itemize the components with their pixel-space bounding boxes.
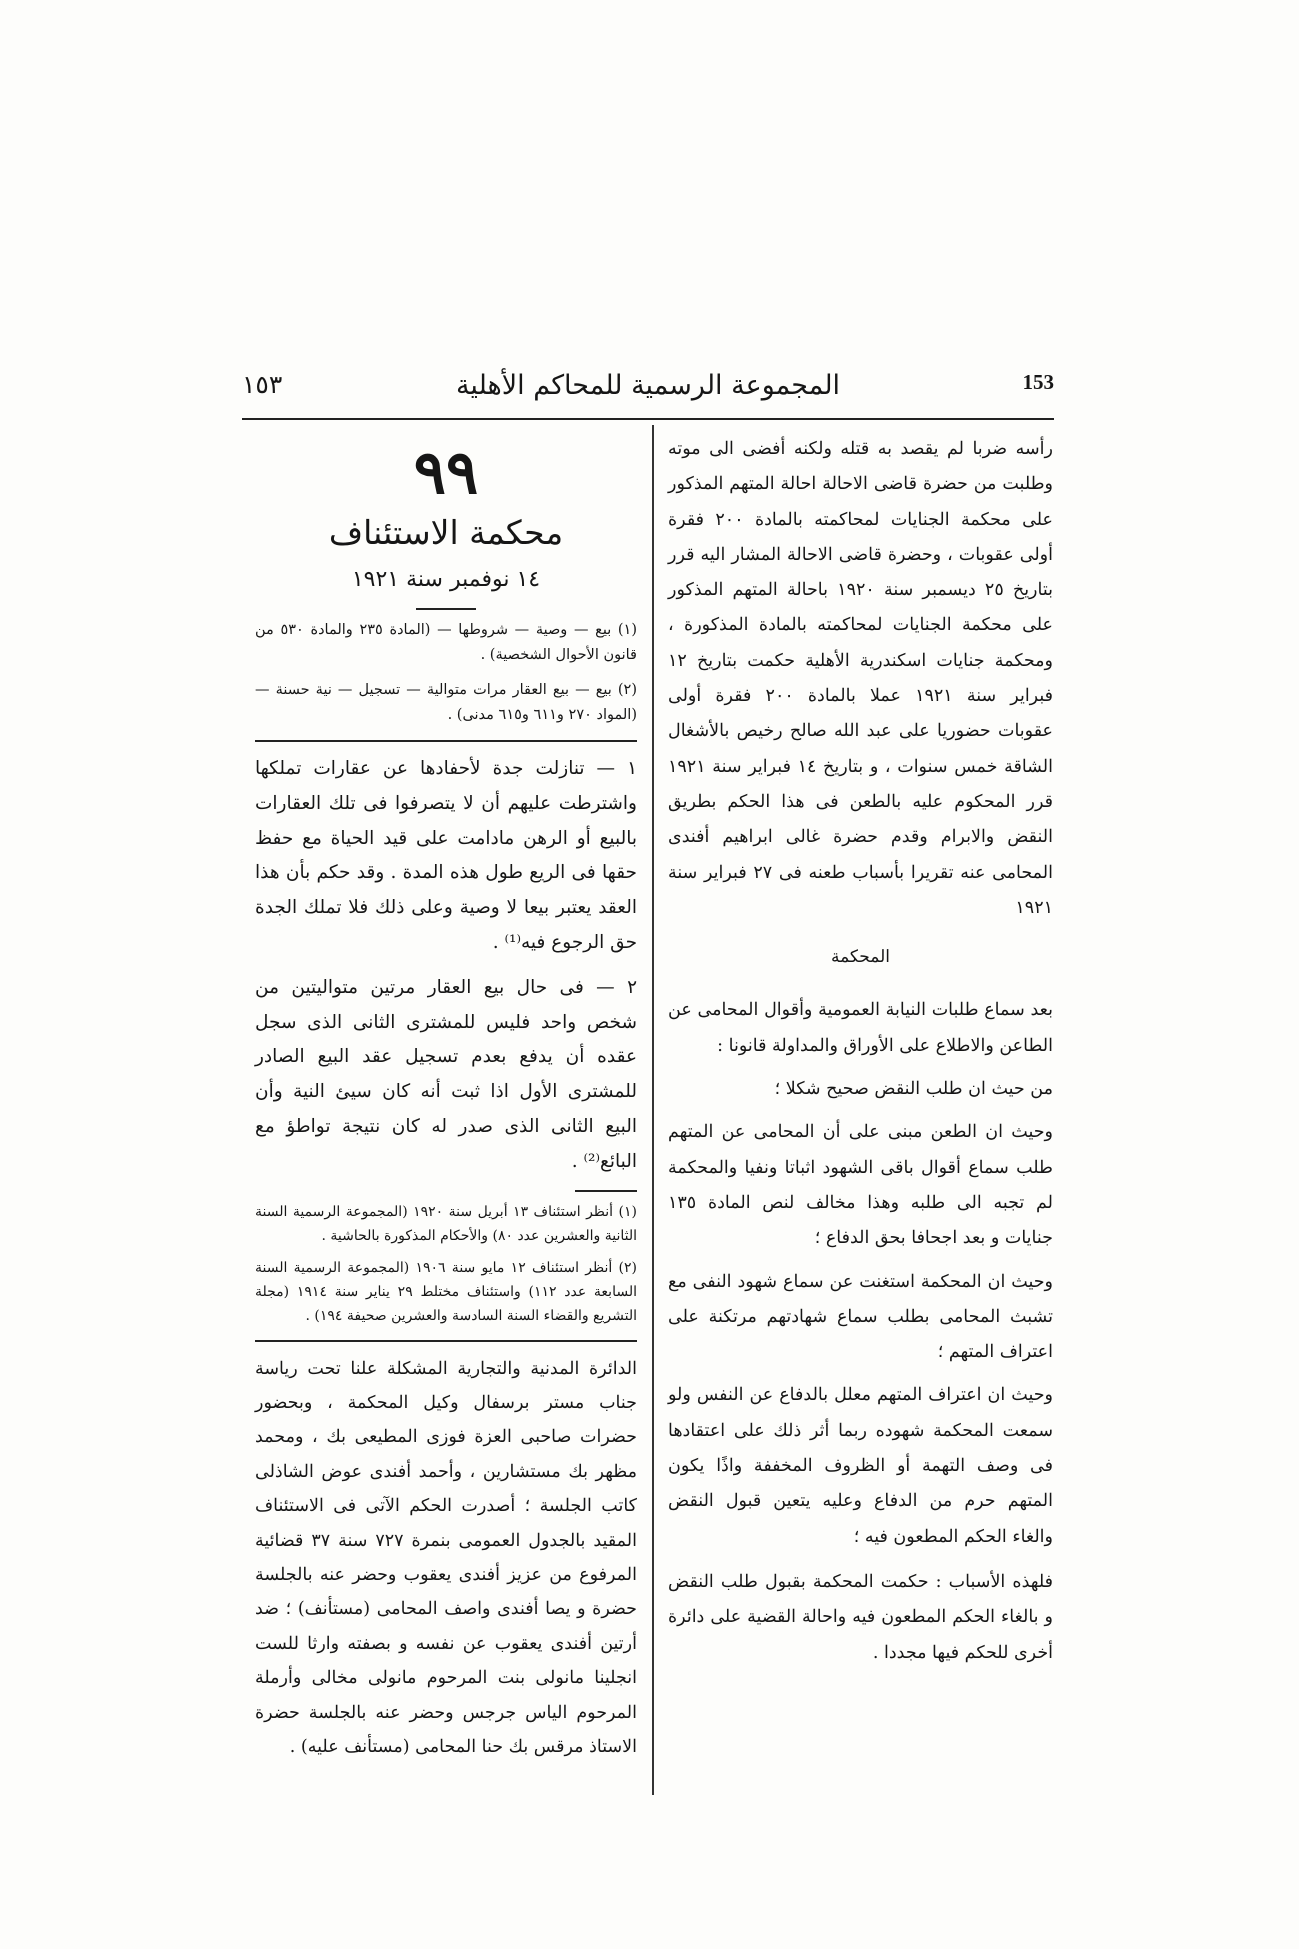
column-divider — [652, 425, 654, 1795]
holding-paragraph: ٢ — فى حال بيع العقار مرتين متواليتين من شخص واحد فليس للمشترى الثانى الذى سجل عقده أن يدفع بعدم تسجيل عقد البيع الصادر للمشترى الأول اذا ثبت أنه كان سيئ النية وأن البيع الثانى الذى صدر له كان نتيجة تواطؤ مع البائع⁽²⁾ . — [255, 976, 637, 1172]
keyword-entry: (١) بيع — وصية — شروطها — (المادة ٢٣٥ والمادة ٥٣٠ من قانون الأحوال الشخصية) . — [255, 622, 638, 663]
case-date: ١٤ نوفمبر سنة ١٩٢١ — [351, 567, 541, 592]
heading-rule — [416, 608, 476, 610]
page-number-arabic: ١٥٣ — [242, 370, 283, 399]
footnote: (١) أنظر استئناف ١٣ أبريل سنة ١٩٢٠ (المجموعة الرسمية السنة الثانية والعشرين عدد ٨٠) والأحكام المذكورة بالحاشية . — [255, 1203, 637, 1244]
section-heading: المحكمة — [830, 947, 891, 968]
holding-paragraph: ١ — تنازلت جدة لأحفادها عن عقارات تملكها واشترطت عليهم أن لا يتصرفوا فى تلك العقارات بالبيع أو الرهن مادامت على قيد الحياة مع حفظ حقها فى الريع طول هذه المدة . وقد حكم بأن هذا العقد يعتبر بيعا لا وصية وعلى ذلك فلا تملك الجدة حق الرجوع فيه⁽¹⁾ . — [255, 758, 637, 953]
section-rule — [255, 740, 637, 742]
running-header — [242, 370, 1054, 410]
page-number-latin: 153 — [1022, 370, 1054, 394]
header-rule — [242, 418, 1054, 420]
judgment-paragraph: وحيث ان المحكمة استغنت عن سماع شهود النفى مع تشبث المحامى بطلب سماع شهادتهم مرتكنة على اعتراف المتهم ؛ — [668, 1271, 1053, 1363]
judgment-paragraph: وحيث ان الطعن مبنى على أن المحامى عن المتهم طلب سماع أقوال باقى الشهود اثباتا ونفيا والمحكمة لم تجبه الى طلبه وهذا مخالف لنص المادة ١٣٥ جنايات و بعد اجحافا بحق الدفاع ؛ — [668, 1122, 1053, 1249]
section-rule — [255, 1340, 637, 1342]
publication-title: المجموعة الرسمية للمحاكم الأهلية — [455, 370, 841, 401]
judgment-paragraph: وحيث ان اعتراف المتهم معلل بالدفاع عن النفس ولو سمعت المحكمة شهوده ربما أثر ذلك على اعتقادها فى وصف التهمة أو الظروف المخففة واذًا يكون المتهم حرم من الدفاع وعليه يتعين قبول النقض والغاء الحكم المطعون فيه ؛ — [668, 1385, 1053, 1547]
case-intro-paragraph: رأسه ضربا لم يقصد به قتله ولكنه أفضى الى موته وطلبت من حضرة قاضى الاحالة احالة المتهم المذكور على محكمة الجنايات لمحاكمته بالمادة ٢٠٠ فقرة أولى عقوبات ، وحضرة قاضى الاحالة المشار اليه قرر بتاريخ ٢٥ ديسمبر سنة ١٩٢٠ باحالة المتهم المذكور على محكمة الجنايات لمحاكمته بالمادة المذكورة ، ومحكمة جنايات اسكندرية الأهلية حكمت بتاريخ ١٢ فبراير سنة ١٩٢١ عملا بالمادة ٢٠٠ فقرة أولى عقوبات حضوريا على عبد الله صالح رخيص بالأشغال الشاقة خمس سنوات ، و بتاريخ ١٤ فبراير سنة ١٩٢١ قرر المحكوم عليه بالطعن فى هذا الحكم بطريق النقض والابرام وقدم حضرة غالى ابراهيم أفندى المحامى عنه تقريرا بأسباب طعنه فى ٢٧ فبراير سنة ١٩٢١ — [668, 439, 1053, 918]
footnote-rule — [575, 1190, 637, 1192]
court-name: محكمة الاستئناف — [328, 513, 564, 552]
judgment-paragraph: بعد سماع طلبات النيابة العمومية وأقوال المحامى عن الطاعن والاطلاع على الأوراق والمداولة قانونا : — [668, 1000, 1053, 1056]
case-number: ٩٩ — [413, 438, 479, 508]
right-column — [668, 432, 1053, 1679]
judgment-paragraph: من حيث ان طلب النقض صحيح شكلا ؛ — [774, 1079, 1053, 1100]
footnote: (٢) أنظر استئناف ١٢ مايو سنة ١٩٠٦ (المجموعة الرسمية السنة السابعة عدد ١١٢) واستئناف مختلط ٢٩ يناير سنة ١٩١٤ (مجلة التشريع والقضاء السنة السادسة والعشرين صحيفة ١٩٤) . — [255, 1259, 637, 1324]
court-composition-paragraph: الدائرة المدنية والتجارية المشكلة علنا تحت رياسة جناب مستر برسفال وكيل المحكمة ، وبحضور حضرات صاحبى العزة فوزى المطيعى بك ، ومحمد مظهر بك مستشارين ، وأحمد أفندى عوض الشاذلى كاتب الجلسة ؛ أصدرت الحكم الآتى فى الاستئناف المقيد بالجدول العمومى بنمرة ٧٢٧ سنة ٣٧ قضائية المرفوع من عزيز أفندى يعقوب وحضر عنه بالجلسة حضرة و يصا أفندى واصف المحامى (مستأنف) ؛ ضد أرتين أفندى يعقوب عن نفسه و بصفته وارثا للست انجلينا مانولى بنت المرحوم مانولى مخالى وأرملة المرحوم الياس جرجس وحضر عنه بالجلسة حضرة الاستاذ مرقس بك حنا المحامى (مستأنف عليه) . — [255, 1358, 637, 1758]
keyword-entry: (٢) بيع — بيع العقار مرات متوالية — تسجيل — نية حسنة — (المواد ٢٧٠ و٦١١ و٦١٥ مدنى) . — [255, 682, 637, 723]
left-column — [255, 432, 637, 1764]
judgment-conclusion: فلهذه الأسباب : حكمت المحكمة بقبول طلب النقض و بالغاء الحكم المطعون فيه واحالة القضية على دائرة أخرى للحكم فيها مجددا . — [668, 1571, 1053, 1663]
